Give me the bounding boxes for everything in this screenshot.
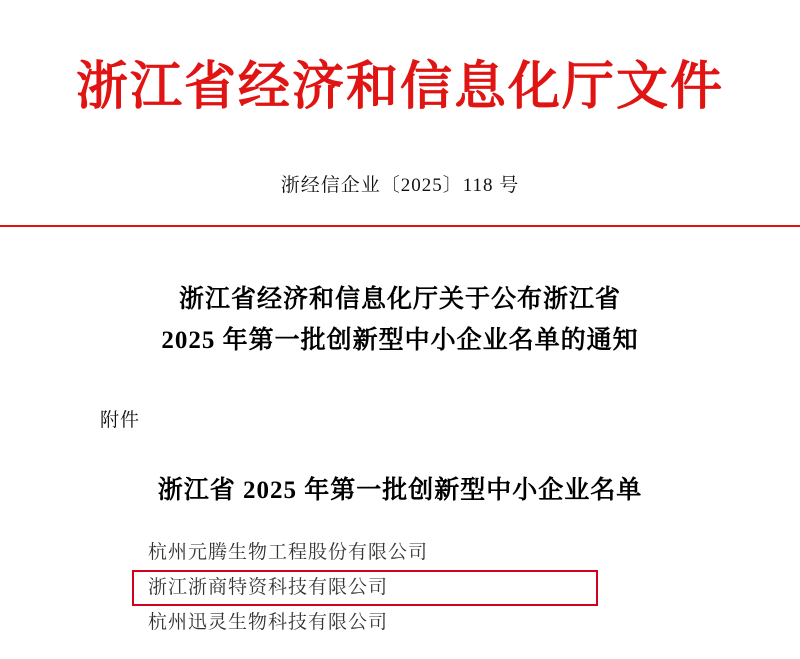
company-list [148, 536, 800, 640]
list-item-highlighted: 浙江浙商特资科技有限公司 [132, 570, 598, 606]
attachment-label: 附件 [100, 410, 141, 432]
company-list-title: 浙江省 2025 年第一批创新型中小企业名单 [157, 477, 643, 505]
list-item: 杭州元腾生物工程股份有限公司 [148, 542, 429, 564]
red-divider-rule [0, 225, 800, 227]
document-title-line-1: 浙江省经济和信息化厅关于公布浙江省 [178, 285, 621, 313]
document-masthead: 浙江省经济和信息化厅文件 [75, 59, 724, 116]
document-title-line-2: 2025 年第一批创新型中小企业名单的通知 [161, 327, 639, 355]
document-number: 浙经信企业〔2025〕118 号 [280, 174, 520, 196]
document-title [0, 279, 800, 362]
list-item: 杭州迅灵生物科技有限公司 [148, 612, 389, 634]
